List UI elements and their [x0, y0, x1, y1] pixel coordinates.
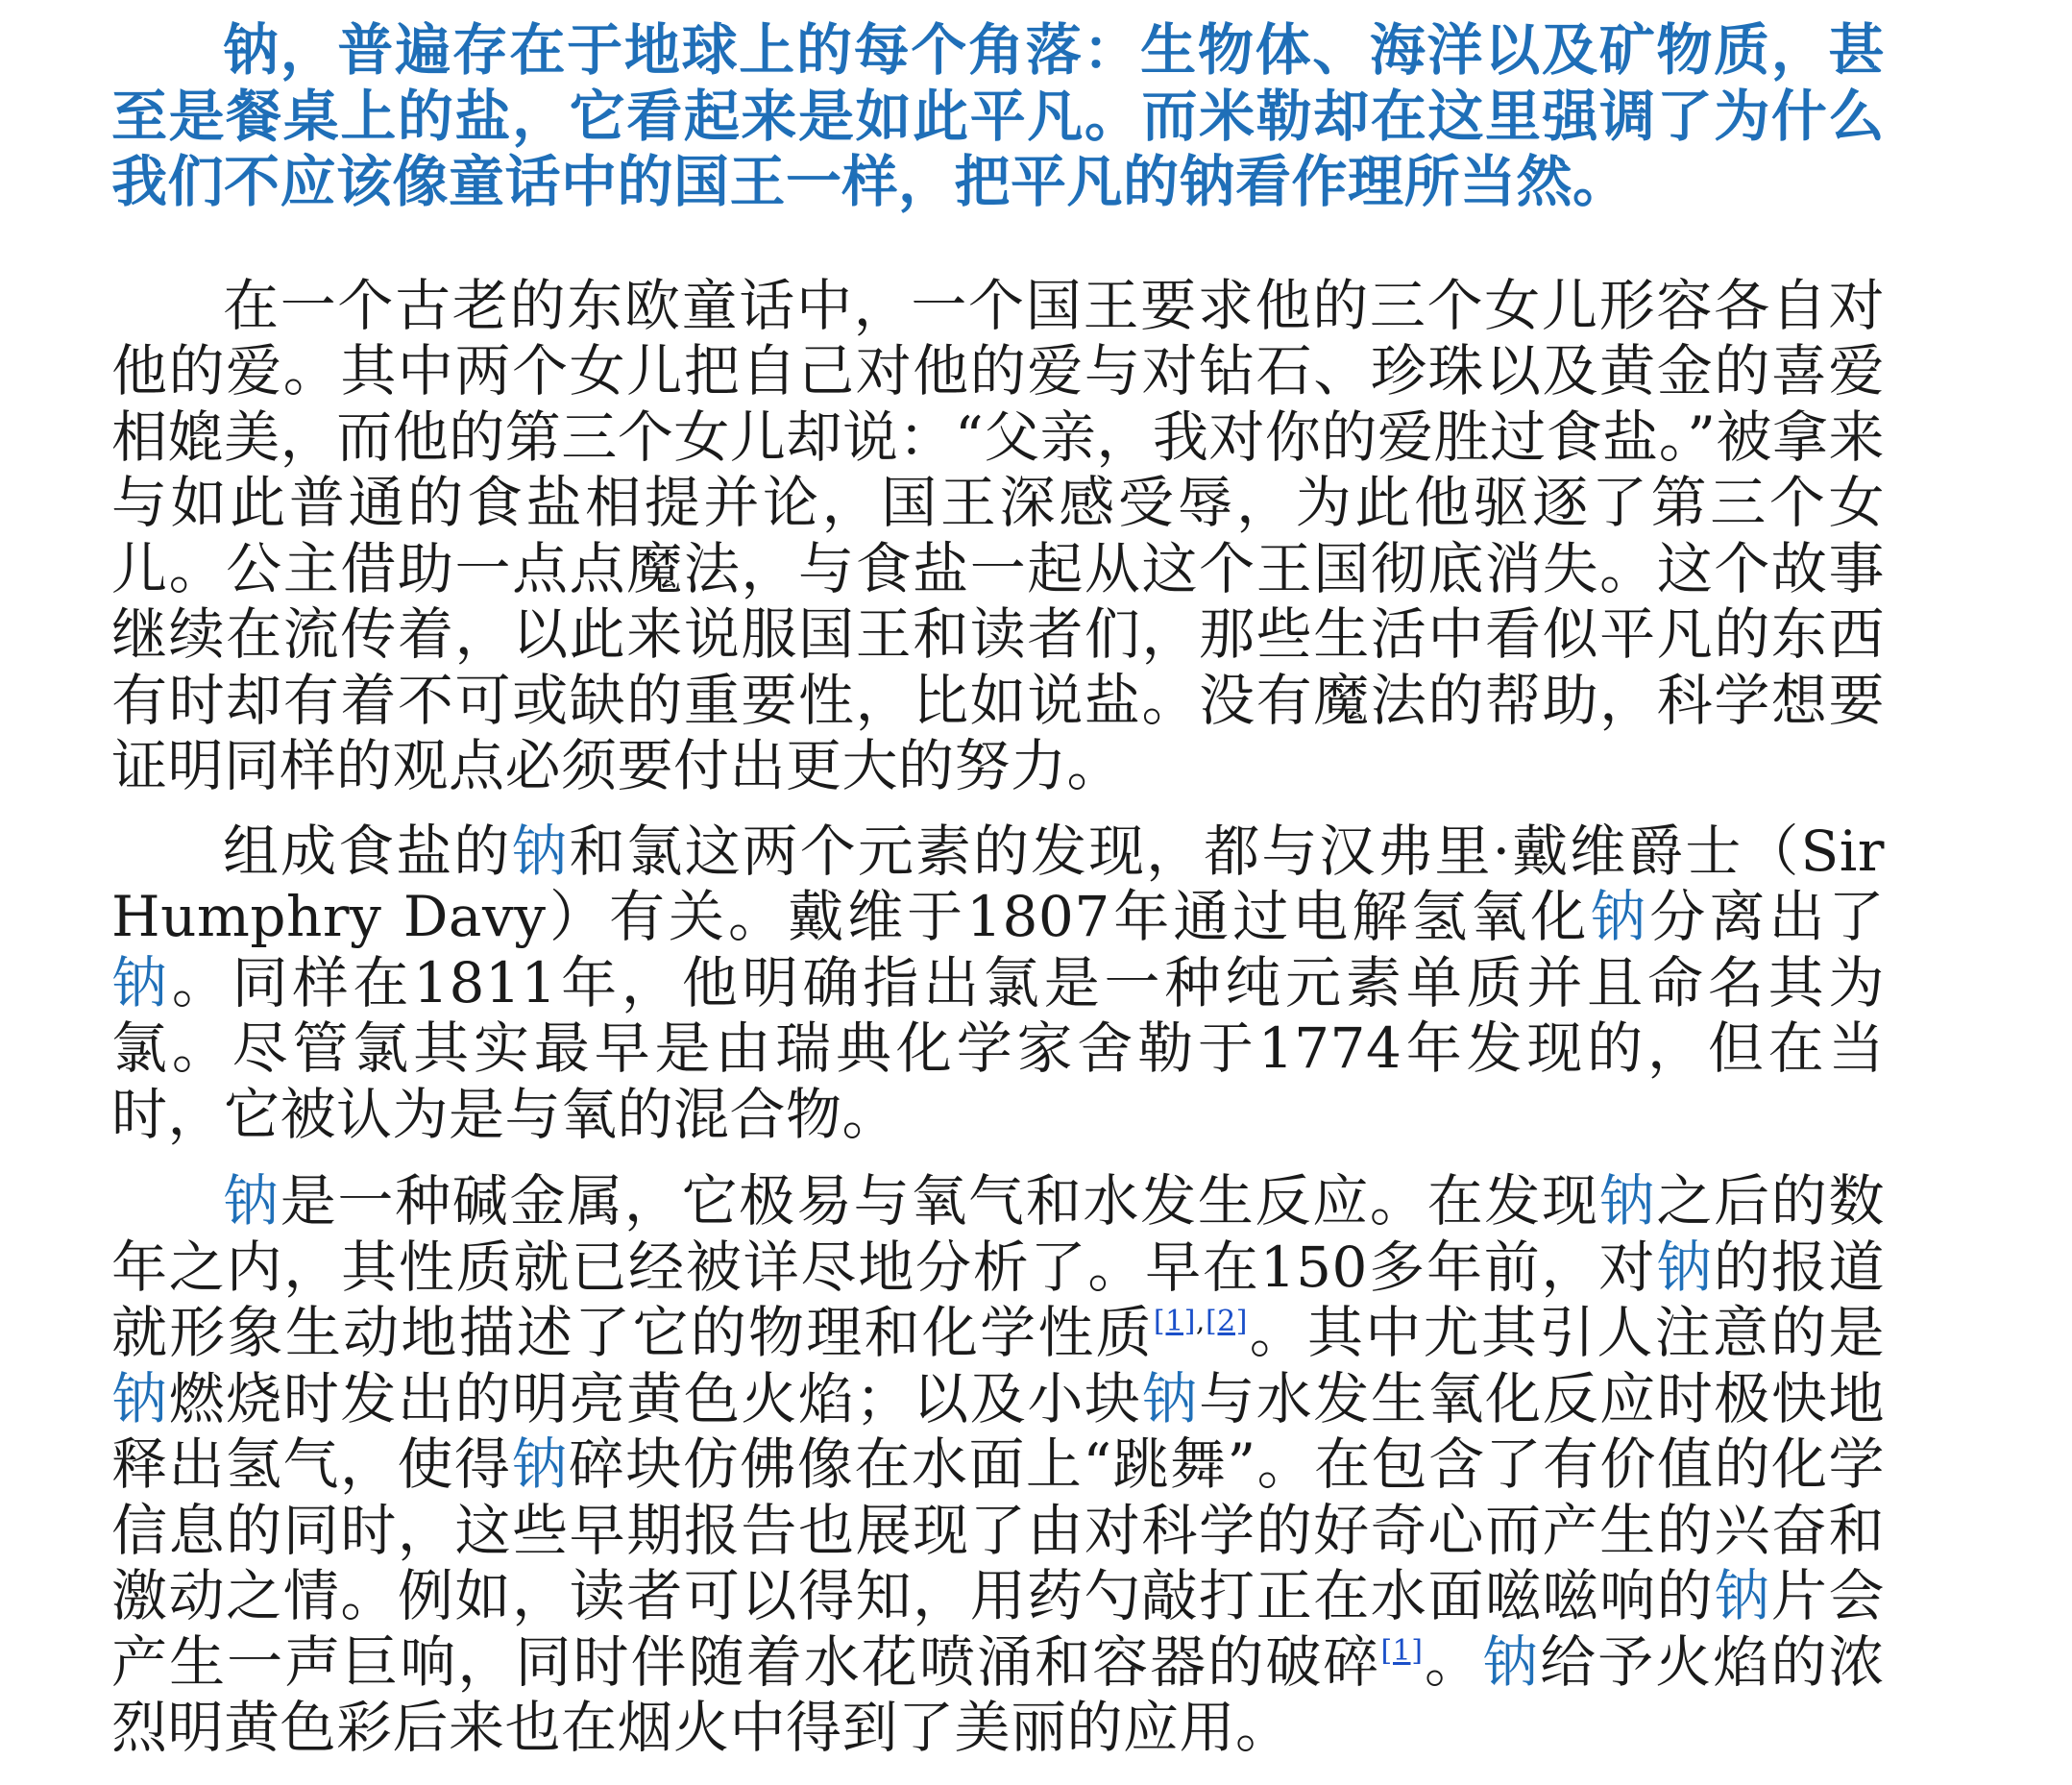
- citation-link-1[interactable]: [1]: [1153, 1305, 1196, 1338]
- text-segment: 和氯这两个元素的发现，都与汉弗里·戴维爵士（Sir Humphry Davy）有关。戴维于1807年通过电解氢氧化: [111, 818, 1885, 949]
- text-segment: 之后的数年之内，其性质就已经被详尽地分析了。早在150多年前，对: [111, 1168, 1885, 1300]
- citation-link-2[interactable]: [2]: [1205, 1305, 1248, 1338]
- sodium-highlight: 钠: [1482, 1628, 1541, 1695]
- sodium-highlight: 钠: [1598, 1168, 1657, 1234]
- text-segment: 给予火焰的浓烈明黄色彩后来也在烟火中得到了美丽的应用。: [111, 1628, 1885, 1760]
- text-segment: 碎块仿佛像在水面上“跳舞”。在包含了有价值的化学信息的同时，这些早期报告也展现了由对科学的好奇心而产生的兴奋和激动之情。例如，读者可以得知，用药勺敲打正在水面嗞嗞响的: [111, 1431, 1885, 1628]
- text-segment: 。其中尤其引人注意的是: [1247, 1300, 1885, 1365]
- citation-link-1[interactable]: [1]: [1380, 1633, 1424, 1668]
- text-segment: 。同样在1811年，他明确指出氯是一种纯元素单质并且命名其为氯。尽管氯其实最早是由瑞典化学家舍勒于1774年发现的，但在当时，它被认为是与氧的混合物。: [111, 949, 1885, 1147]
- citation-separator: ,: [1195, 1305, 1206, 1338]
- text-segment: 分离出了: [1649, 884, 1885, 949]
- sodium-highlight: 钠: [511, 818, 570, 884]
- sodium-highlight: 钠: [1590, 884, 1650, 949]
- sodium-highlight: 钠: [1141, 1365, 1200, 1431]
- text-segment: 片会产生一声巨响，同时伴随着水花喷涌和容器的破碎: [111, 1563, 1885, 1695]
- sodium-highlight: 钠: [511, 1431, 569, 1497]
- paragraph-properties: [111, 1168, 1885, 1761]
- sodium-highlight: 钠: [1714, 1563, 1771, 1628]
- text-segment: 是一种碱金属，它极易与氧气和水发生反应。在发现: [280, 1168, 1599, 1234]
- sodium-highlight: 钠: [111, 949, 172, 1015]
- intro-paragraph: 钠，普遍存在于地球上的每个角落：生物体、海洋以及矿物质，甚至是餐桌上的盐，它看起来是如此平凡。而米勒却在这里强调了为什么我们不应该像童话中的国王一样，把平凡的钠看作理所当然。: [111, 17, 1885, 214]
- text-segment: 燃烧时发出的明亮黄色火焰；以及小块: [168, 1365, 1142, 1431]
- text-segment: 组成食盐的: [223, 818, 512, 884]
- article-page: [111, 17, 1885, 1761]
- sodium-highlight: 钠: [1656, 1234, 1714, 1300]
- text-segment: 与水发生氧化反应时极快地释出氢气，使得: [111, 1365, 1885, 1497]
- paragraph-fairy-tale: 在一个古老的东欧童话中，一个国王要求他的三个女儿形容各自对他的爱。其中两个女儿把自己对他的爱与对钻石、珍珠以及黄金的喜爱相媲美，而他的第三个女儿却说：“父亲，我对你的爱胜过食盐。”被拿来与如此普通的食盐相提并论，国王深感受辱，为此他驱逐了第三个女儿。公主借助一点点魔法，与食盐一起从这个王国彻底消失。这个故事继续在流传着，以此来说服国王和读者们，那些生活中看似平凡的东西有时却有着不可或缺的重要性，比如说盐。没有魔法的帮助，科学想要证明同样的观点必须要付出更大的努力。: [111, 272, 1885, 798]
- paragraph-discovery: [111, 819, 1885, 1148]
- text-segment: 。: [1423, 1628, 1483, 1695]
- text-segment: 的报道就形象生动地描述了它的物理和化学性质: [111, 1234, 1885, 1365]
- sodium-highlight: 钠: [111, 1365, 169, 1431]
- sodium-highlight: 钠: [223, 1168, 280, 1234]
